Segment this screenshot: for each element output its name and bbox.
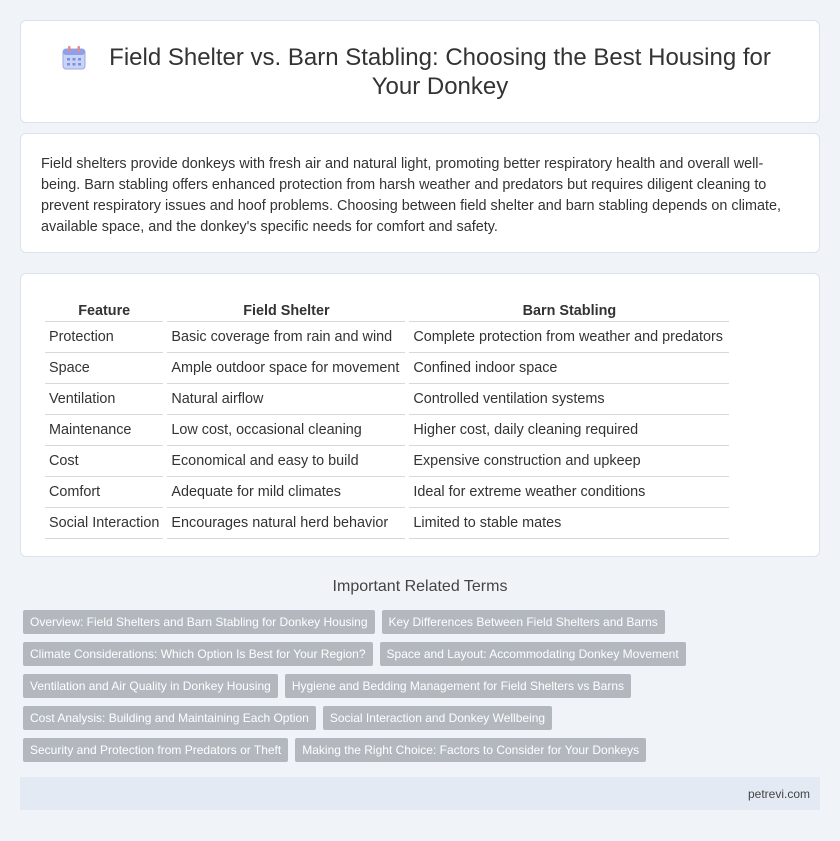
intro-text: Field shelters provide donkeys with fresh air and natural light, promoting better respiratory health and overall well-being. Barn stabling offers enhanced protection from harsh weather and predators but requires diligent cleaning to prevent respiratory issues and hoof problems. Choosing between field shelter and barn stabling depends on climate, available space, and the donkey's specific needs for comfort and safety. bbox=[41, 156, 781, 235]
table-cell: Low cost, occasional cleaning bbox=[167, 415, 405, 446]
table-cell: Maintenance bbox=[45, 415, 163, 446]
table-cell: Higher cost, daily cleaning required bbox=[409, 415, 729, 446]
table-cell: Expensive construction and upkeep bbox=[409, 446, 729, 477]
tag-row bbox=[23, 706, 813, 730]
header-barn-stabling: Barn Stabling bbox=[409, 296, 729, 322]
tag-row bbox=[23, 674, 813, 698]
table-cell: Space bbox=[45, 353, 163, 384]
footer-site-link[interactable]: petrevi.com bbox=[747, 786, 810, 801]
table-cell: Social Interaction bbox=[45, 508, 163, 539]
table-cell: Basic coverage from rain and wind bbox=[167, 322, 405, 353]
tag-row bbox=[23, 738, 813, 762]
table-cell: Limited to stable mates bbox=[409, 508, 729, 539]
related-terms-tags bbox=[23, 610, 813, 770]
table-cell: Controlled ventilation systems bbox=[409, 384, 729, 415]
table-cell: Ventilation bbox=[45, 384, 163, 415]
related-term-tag[interactable]: Space and Layout: Accommodating Donkey Movement bbox=[380, 642, 686, 666]
related-term-tag[interactable]: Hygiene and Bedding Management for Field Shelters vs Barns bbox=[285, 674, 631, 698]
related-terms-title: Important Related Terms bbox=[332, 578, 508, 595]
related-term-tag[interactable]: Ventilation and Air Quality in Donkey Housing bbox=[23, 674, 278, 698]
header-card bbox=[20, 20, 820, 123]
comparison-table bbox=[41, 296, 733, 539]
table-header-row bbox=[45, 296, 729, 322]
table-cell: Encourages natural herd behavior bbox=[167, 508, 405, 539]
table-row bbox=[45, 446, 729, 477]
table-cell: Ideal for extreme weather conditions bbox=[409, 477, 729, 508]
related-term-tag[interactable]: Climate Considerations: Which Option Is Best for Your Region? bbox=[23, 642, 373, 666]
title-wrap bbox=[60, 43, 780, 101]
intro-card bbox=[20, 133, 820, 253]
page-title: Field Shelter vs. Barn Stabling: Choosing the Best Housing for Your Donkey bbox=[109, 43, 771, 100]
table-cell: Economical and easy to build bbox=[167, 446, 405, 477]
calendar-icon bbox=[60, 45, 88, 71]
table-cell: Confined indoor space bbox=[409, 353, 729, 384]
table-row bbox=[45, 322, 729, 353]
table-row bbox=[45, 384, 729, 415]
table-cell: Comfort bbox=[45, 477, 163, 508]
table-cell: Natural airflow bbox=[167, 384, 405, 415]
table-cell: Ample outdoor space for movement bbox=[167, 353, 405, 384]
table-cell: Complete protection from weather and predators bbox=[409, 322, 729, 353]
comparison-table-card bbox=[20, 273, 820, 557]
table-cell: Cost bbox=[45, 446, 163, 477]
related-term-tag[interactable]: Security and Protection from Predators or Theft bbox=[23, 738, 288, 762]
table-row bbox=[45, 415, 729, 446]
tag-row bbox=[23, 642, 813, 666]
footer bbox=[20, 777, 820, 810]
related-term-tag[interactable]: Key Differences Between Field Shelters and Barns bbox=[382, 610, 665, 634]
table-cell: Adequate for mild climates bbox=[167, 477, 405, 508]
related-term-tag[interactable]: Overview: Field Shelters and Barn Stabling for Donkey Housing bbox=[23, 610, 375, 634]
related-term-tag[interactable]: Making the Right Choice: Factors to Consider for Your Donkeys bbox=[295, 738, 646, 762]
table-cell: Protection bbox=[45, 322, 163, 353]
tag-row bbox=[23, 610, 813, 634]
header-feature: Feature bbox=[45, 296, 163, 322]
related-term-tag[interactable]: Cost Analysis: Building and Maintaining Each Option bbox=[23, 706, 316, 730]
table-row bbox=[45, 477, 729, 508]
table-row bbox=[45, 508, 729, 539]
related-term-tag[interactable]: Social Interaction and Donkey Wellbeing bbox=[323, 706, 552, 730]
header-field-shelter: Field Shelter bbox=[167, 296, 405, 322]
table-row bbox=[45, 353, 729, 384]
